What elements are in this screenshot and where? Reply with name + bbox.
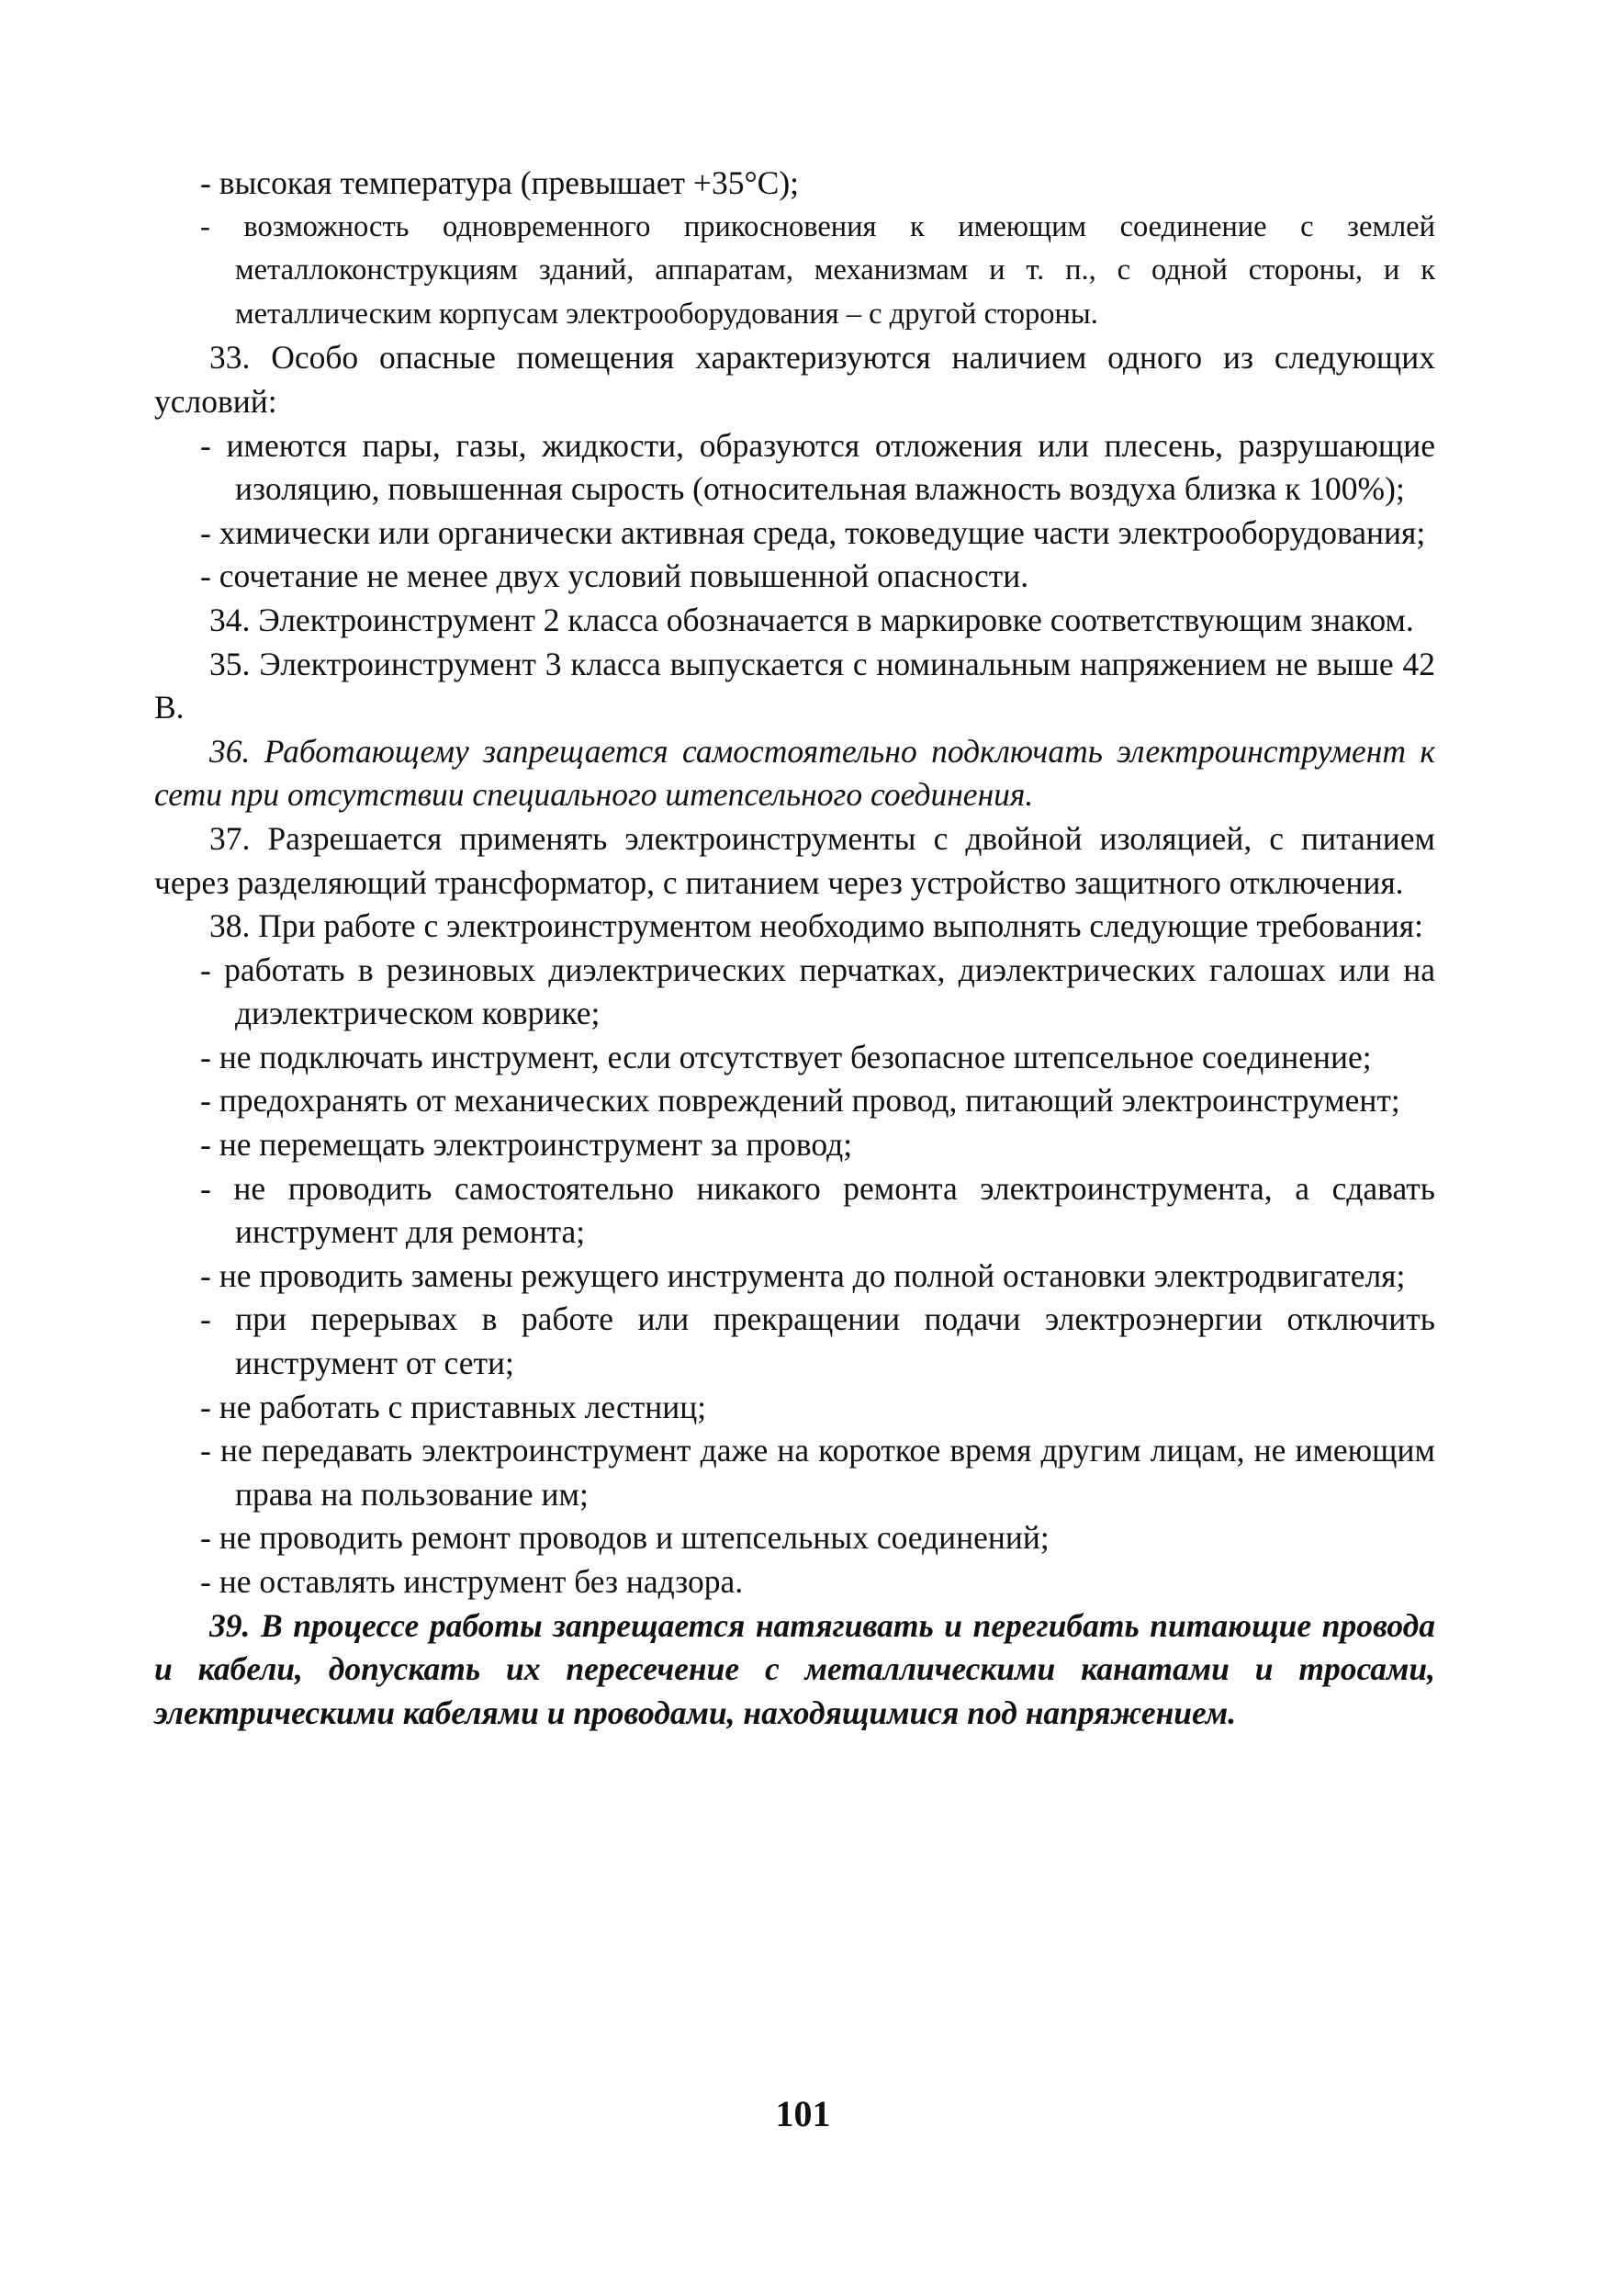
paragraph-39: 39. В процессе работы запрещается натягивать и перегибать питающие провода и кабели, допускать их пересечение с металлическими канатами и тросами, электрическими кабелями и проводами, находящимися под напряжением. bbox=[154, 1606, 1435, 1731]
paragraph-35: 35. Электроинструмент 3 класса выпускается с номинальным напряжением не выше 42 В. bbox=[154, 645, 1435, 726]
list-item: - работать в резиновых диэлектрических перчатках, диэлектрических галошах или на диэлектрическом коврике; bbox=[200, 951, 1435, 1032]
list-item: - не проводить ремонт проводов и штепсельных соединений; bbox=[200, 1519, 1050, 1557]
list-item: - не подключать инструмент, если отсутствует безопасное штепсельное соединение; bbox=[200, 1038, 1372, 1075]
list-item: - возможность одновременного прикосновения к имеющим соединение с землей металлоконструкциям зданий, аппаратам, механизмам и т. п., с одной стороны, и к металлическим корпусам электрооборудования – с другой стороны. bbox=[200, 209, 1435, 331]
list-item: - не проводить замены режущего инструмента до полной остановки электродвигателя; bbox=[200, 1256, 1406, 1294]
list-item: - высокая температура (превышает +35°C); bbox=[200, 164, 800, 201]
list-item: - не перемещать электроинструмент за провод; bbox=[200, 1126, 853, 1164]
paragraph-33: 33. Особо опасные помещения характеризуются наличием одного из следующих условий: bbox=[154, 339, 1435, 420]
list-item: - не проводить самостоятельно никакого ремонта электроинструмента, а сдавать инструмент для ремонта; bbox=[200, 1169, 1435, 1251]
page-number: 101 bbox=[775, 2093, 831, 2134]
list-item: - имеются пары, газы, жидкости, образуются отложения или плесень, разрушающие изоляцию, повышенная сырость (относительная влажность воздуха близка к 100%); bbox=[200, 426, 1435, 508]
list-item: - предохранять от механических повреждений провод, питающий электроинструмент; bbox=[200, 1082, 1400, 1120]
body-text bbox=[154, 162, 1435, 1735]
paragraph-38: 38. При работе с электроинструментом необходимо выполнять следующие требования: bbox=[209, 907, 1423, 945]
list-item: - химически или органически активная среда, токоведущие части электрооборудования; bbox=[200, 513, 1426, 551]
paragraph-34: 34. Электроинструмент 2 класса обозначается в маркировке соответствующим знаком. bbox=[209, 601, 1414, 638]
paragraph-37: 37. Разрешается применять электроинструменты с двойной изоляцией, с питанием через разделяющий трансформатор, с питанием через устройство защитного отключения. bbox=[154, 819, 1435, 901]
list-item: - при перерывах в работе или прекращении подачи электроэнергии отключить инструмент от сети; bbox=[200, 1300, 1435, 1382]
list-item: - не оставлять инструмент без надзора. bbox=[200, 1563, 744, 1600]
list-item: - не передавать электроинструмент даже на короткое время другим лицам, не имеющим права на пользование им; bbox=[200, 1432, 1435, 1513]
list-item: - сочетание не менее двух условий повышенной опасности. bbox=[200, 557, 1029, 595]
paragraph-36: 36. Работающему запрещается самостоятельно подключать электроинструмент к сети при отсутствии специального штепсельного соединения. bbox=[154, 732, 1435, 814]
list-item: - не работать с приставных лестниц; bbox=[200, 1388, 707, 1425]
